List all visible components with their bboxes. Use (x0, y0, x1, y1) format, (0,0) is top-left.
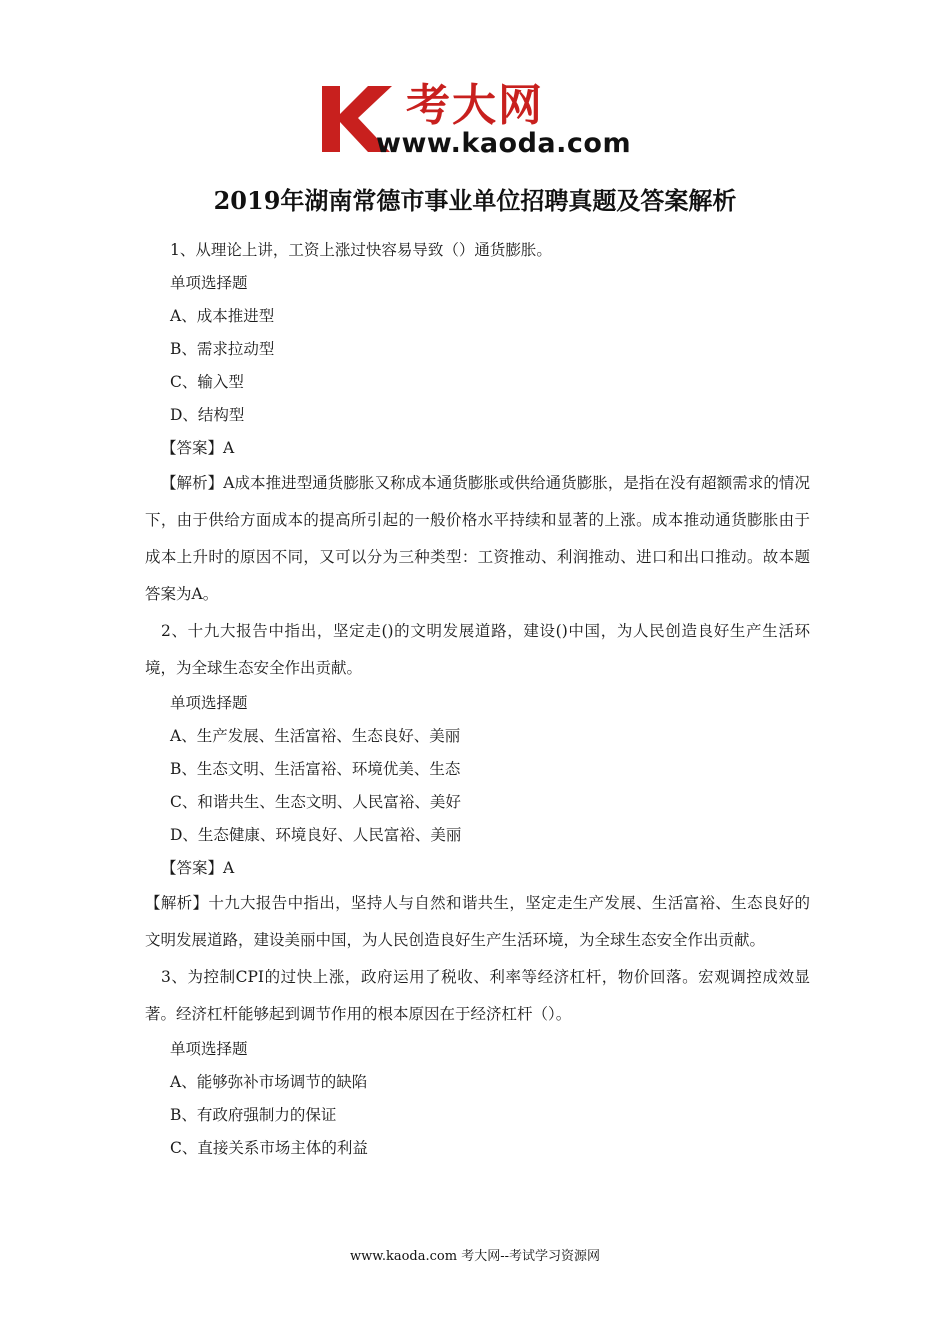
analysis: 【解析】十九大报告中指出，坚持人与自然和谐共生，坚定走生产发展、生活富裕、生态良好的文明发展道路，建设美丽中国，为人民创造良好生产生活环境，为全球生态安全作出贡献。 (145, 894, 810, 949)
analysis: 【解析】A成本推进型通货膨胀又称成本通货膨胀或供给通货膨胀，是指在没有超额需求的情况下，由于供给方面成本的提高所引起的一般价格水平持续和显著的上涨。成本推动通货膨胀由于成本上升时的原因不同，又可以分为三种类型：工资推动、利润推动、进口和出口推动。故本题答案为A。 (145, 474, 810, 603)
option-d: D、生态健康、环境良好、人民富裕、美丽 (170, 826, 462, 844)
question-stem: 2、十九大报告中指出，坚定走()的文明发展道路，建设()中国，为人民创造良好生产生活环境，为全球生态安全作出贡献。 (145, 622, 810, 677)
document-body (145, 234, 810, 1165)
question-type: 单项选择题 (170, 274, 248, 292)
logo-url: www.kaoda.com (376, 128, 632, 159)
question-2 (145, 613, 810, 959)
option-a: A、成本推进型 (170, 307, 275, 325)
page-title: 2019年湖南常德市事业单位招聘真题及答案解析 (213, 186, 737, 215)
option-c: C、直接关系市场主体的利益 (170, 1139, 368, 1157)
option-b: B、有政府强制力的保证 (170, 1106, 337, 1124)
answer: 【答案】A (161, 439, 235, 457)
option-a: A、能够弥补市场调节的缺陷 (170, 1073, 368, 1091)
option-c: C、输入型 (170, 373, 244, 391)
option-c: C、和谐共生、生态文明、人民富裕、美好 (170, 793, 461, 811)
option-a: A、生产发展、生活富裕、生态良好、美丽 (170, 727, 461, 745)
page-footer: www.kaoda.com 考大网--考试学习资源网 (350, 1249, 600, 1264)
question-stem: 1、从理论上讲，工资上涨过快容易导致（）通货膨胀。 (170, 241, 552, 259)
question-type: 单项选择题 (170, 1040, 248, 1058)
question-type: 单项选择题 (170, 694, 248, 712)
question-1 (145, 234, 810, 613)
answer: 【答案】A (161, 859, 235, 877)
question-3 (145, 959, 810, 1165)
logo-brand-name: 考大网 (406, 80, 544, 131)
option-d: D、结构型 (170, 406, 245, 424)
option-b: B、需求拉动型 (170, 340, 275, 358)
kaoda-logo (318, 80, 638, 162)
question-stem: 3、为控制CPI的过快上涨，政府运用了税收、利率等经济杠杆，物价回落。宏观调控成效显著。经济杠杆能够起到调节作用的根本原因在于经济杠杆（）。 (145, 968, 810, 1023)
option-b: B、生态文明、生活富裕、环境优美、生态 (170, 760, 461, 778)
